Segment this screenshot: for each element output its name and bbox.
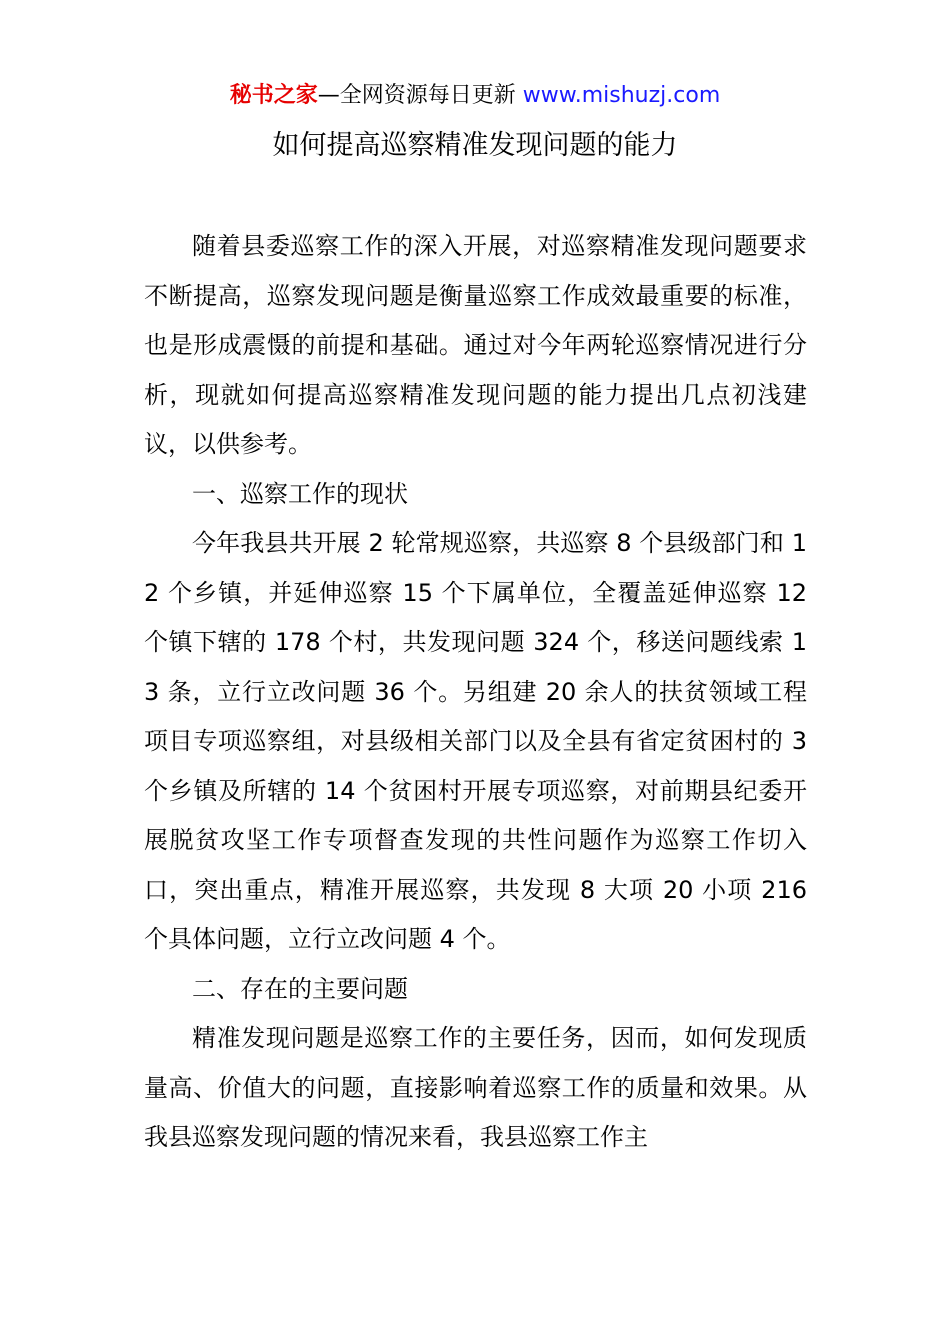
site-slogan: —全网资源每日更新	[317, 83, 523, 108]
paragraph-current-status: 今年我县共开展 2 轮常规巡察，共巡察 8 个县级部门和 12 个乡镇，并延伸巡察 15 个下属单位，全覆盖延伸巡察 12 个镇下辖的 178 个村，共发现问题 324 个，移送问题线索 13 条，立行立改问题 36 个。另组建 20 余人的扶贫领域工程项目专项巡察组，对县级相关部门以及全县有省定贫困村的 3 个乡镇及所辖的 14 个贫困村开展专项巡察，对前期县纪委开展脱贫攻坚工作专项督查发现的共性问题作为巡察工作切入口，突出重点，精准开展巡察，共发现 8 大项 20 小项 216 个具体问题，立行立改问题 4 个。	[144, 529, 807, 953]
section-heading-main-problems: 二、存在的主要问题	[192, 974, 408, 1003]
paragraph-intro: 随着县委巡察工作的深入开展，对巡察精准发现问题要求不断提高，巡察发现问题是衡量巡察工作成效最重要的标准，也是形成震慑的前提和基础。通过对今年两轮巡察情况进行分析，现就如何提高巡察精准发现问题的能力提出几点初浅建议，以供参考。	[144, 232, 807, 458]
site-brand: 秘书之家	[229, 83, 318, 108]
paragraph-main-problems: 精准发现问题是巡察工作的主要任务，因而，如何发现质量高、价值大的问题，直接影响着巡察工作的质量和效果。从我县巡察发现问题的情况来看，我县巡察工作主	[144, 1024, 807, 1151]
section-heading-current-status: 一、巡察工作的现状	[192, 479, 408, 508]
site-url-link[interactable]: www.mishuzj.com	[522, 83, 721, 108]
site-header	[0, 80, 950, 112]
document-body	[144, 222, 807, 1163]
document-title: 如何提高巡察精准发现问题的能力	[272, 130, 678, 161]
